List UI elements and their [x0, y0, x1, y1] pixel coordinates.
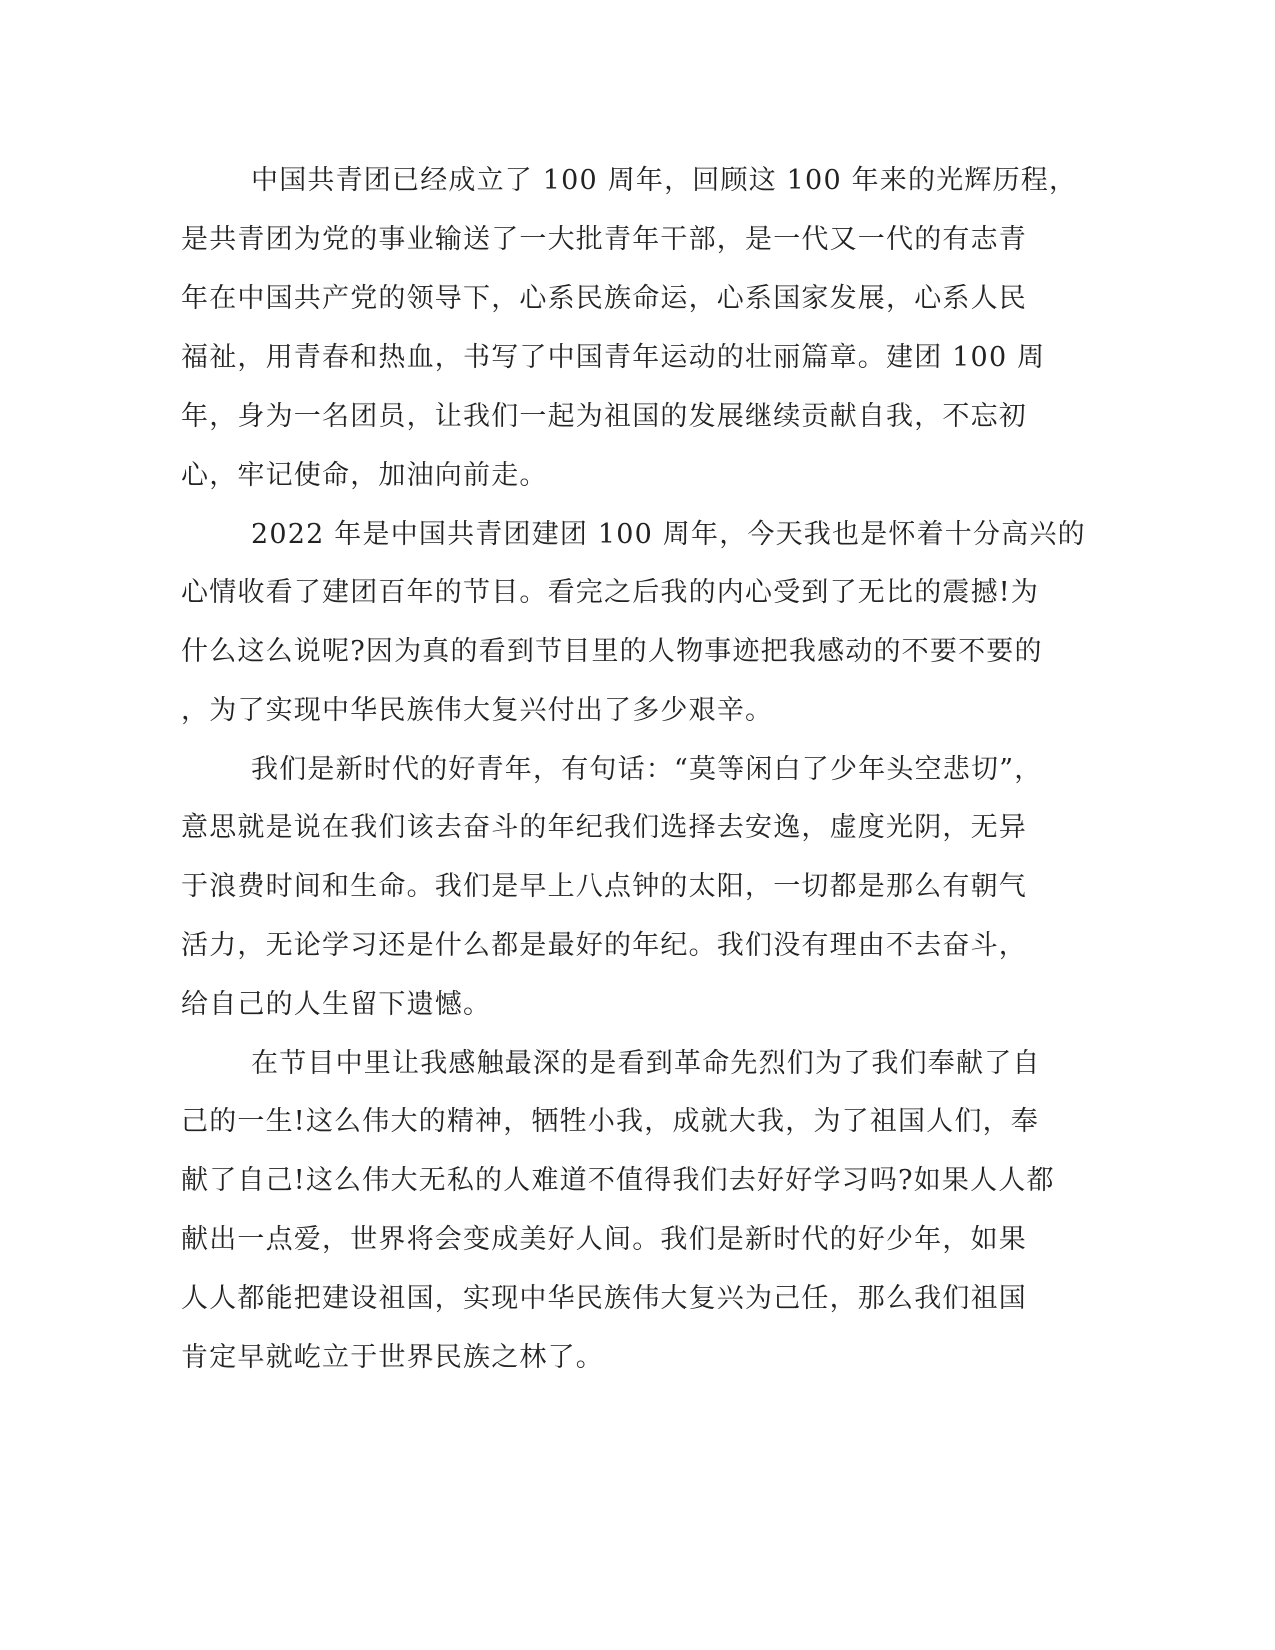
paragraph-4-line-2: 己的一生!这么伟大的精神，牺牲小我，成就大我，为了祖国人们，奉 [181, 1106, 1040, 1137]
paragraph-2-line-1: 2022 年是中国共青团建团 100 周年，今天我也是怀着十分高兴的 [251, 519, 1086, 550]
paragraph-3-line-4: 活力，无论学习还是什么都是最好的年纪。我们没有理由不去奋斗， [181, 930, 1027, 961]
paragraph-4-line-1: 在节目中里让我感触最深的是看到革命先烈们为了我们奉献了自 [251, 1048, 1041, 1079]
paragraph-1-line-6: 心，牢记使命，加油向前走。 [181, 460, 548, 491]
paragraph-3-line-5: 给自己的人生留下遗憾。 [181, 989, 492, 1020]
paragraph-4-line-3: 献了自己!这么伟大无私的人难道不值得我们去好好学习吗?如果人人都 [181, 1165, 1055, 1196]
paragraph-4-line-5: 人人都能把建设祖国，实现中华民族伟大复兴为己任，那么我们祖国 [181, 1283, 1027, 1314]
paragraph-4-line-6: 肯定早就屹立于世界民族之林了。 [181, 1342, 604, 1373]
paragraph-3-line-2: 意思就是说在我们该去奋斗的年纪我们选择去安逸，虚度光阴，无异 [181, 812, 1027, 843]
paragraph-1-line-4: 福祉，用青春和热血，书写了中国青年运动的壮丽篇章。建团 100 周 [181, 342, 1046, 373]
paragraph-4-line-4: 献出一点爱，世界将会变成美好人间。我们是新时代的好少年，如果 [181, 1224, 1027, 1255]
paragraph-3-line-1: 我们是新时代的好青年，有句话：“莫等闲白了少年头空悲切”， [251, 754, 1043, 785]
paragraph-2-line-4: ，为了实现中华民族伟大复兴付出了多少艰辛。 [181, 695, 774, 726]
paragraph-3-line-3: 于浪费时间和生命。我们是早上八点钟的太阳，一切都是那么有朝气 [181, 871, 1027, 902]
paragraph-1-line-5: 年，身为一名团员，让我们一起为祖国的发展继续贡献自我，不忘初 [181, 401, 1027, 432]
paragraph-1-line-1: 中国共青团已经成立了 100 周年，回顾这 100 年来的光辉历程， [251, 165, 1078, 196]
paragraph-2-line-3: 什么这么说呢?因为真的看到节目里的人物事迹把我感动的不要不要的 [181, 636, 1043, 667]
paragraph-1-line-2: 是共青团为党的事业输送了一大批青年干部，是一代又一代的有志青 [181, 224, 1027, 255]
paragraph-2-line-2: 心情收看了建团百年的节目。看完之后我的内心受到了无比的震撼!为 [181, 577, 1040, 608]
paragraph-1-line-3: 年在中国共产党的领导下，心系民族命运，心系国家发展，心系人民 [181, 283, 1027, 314]
